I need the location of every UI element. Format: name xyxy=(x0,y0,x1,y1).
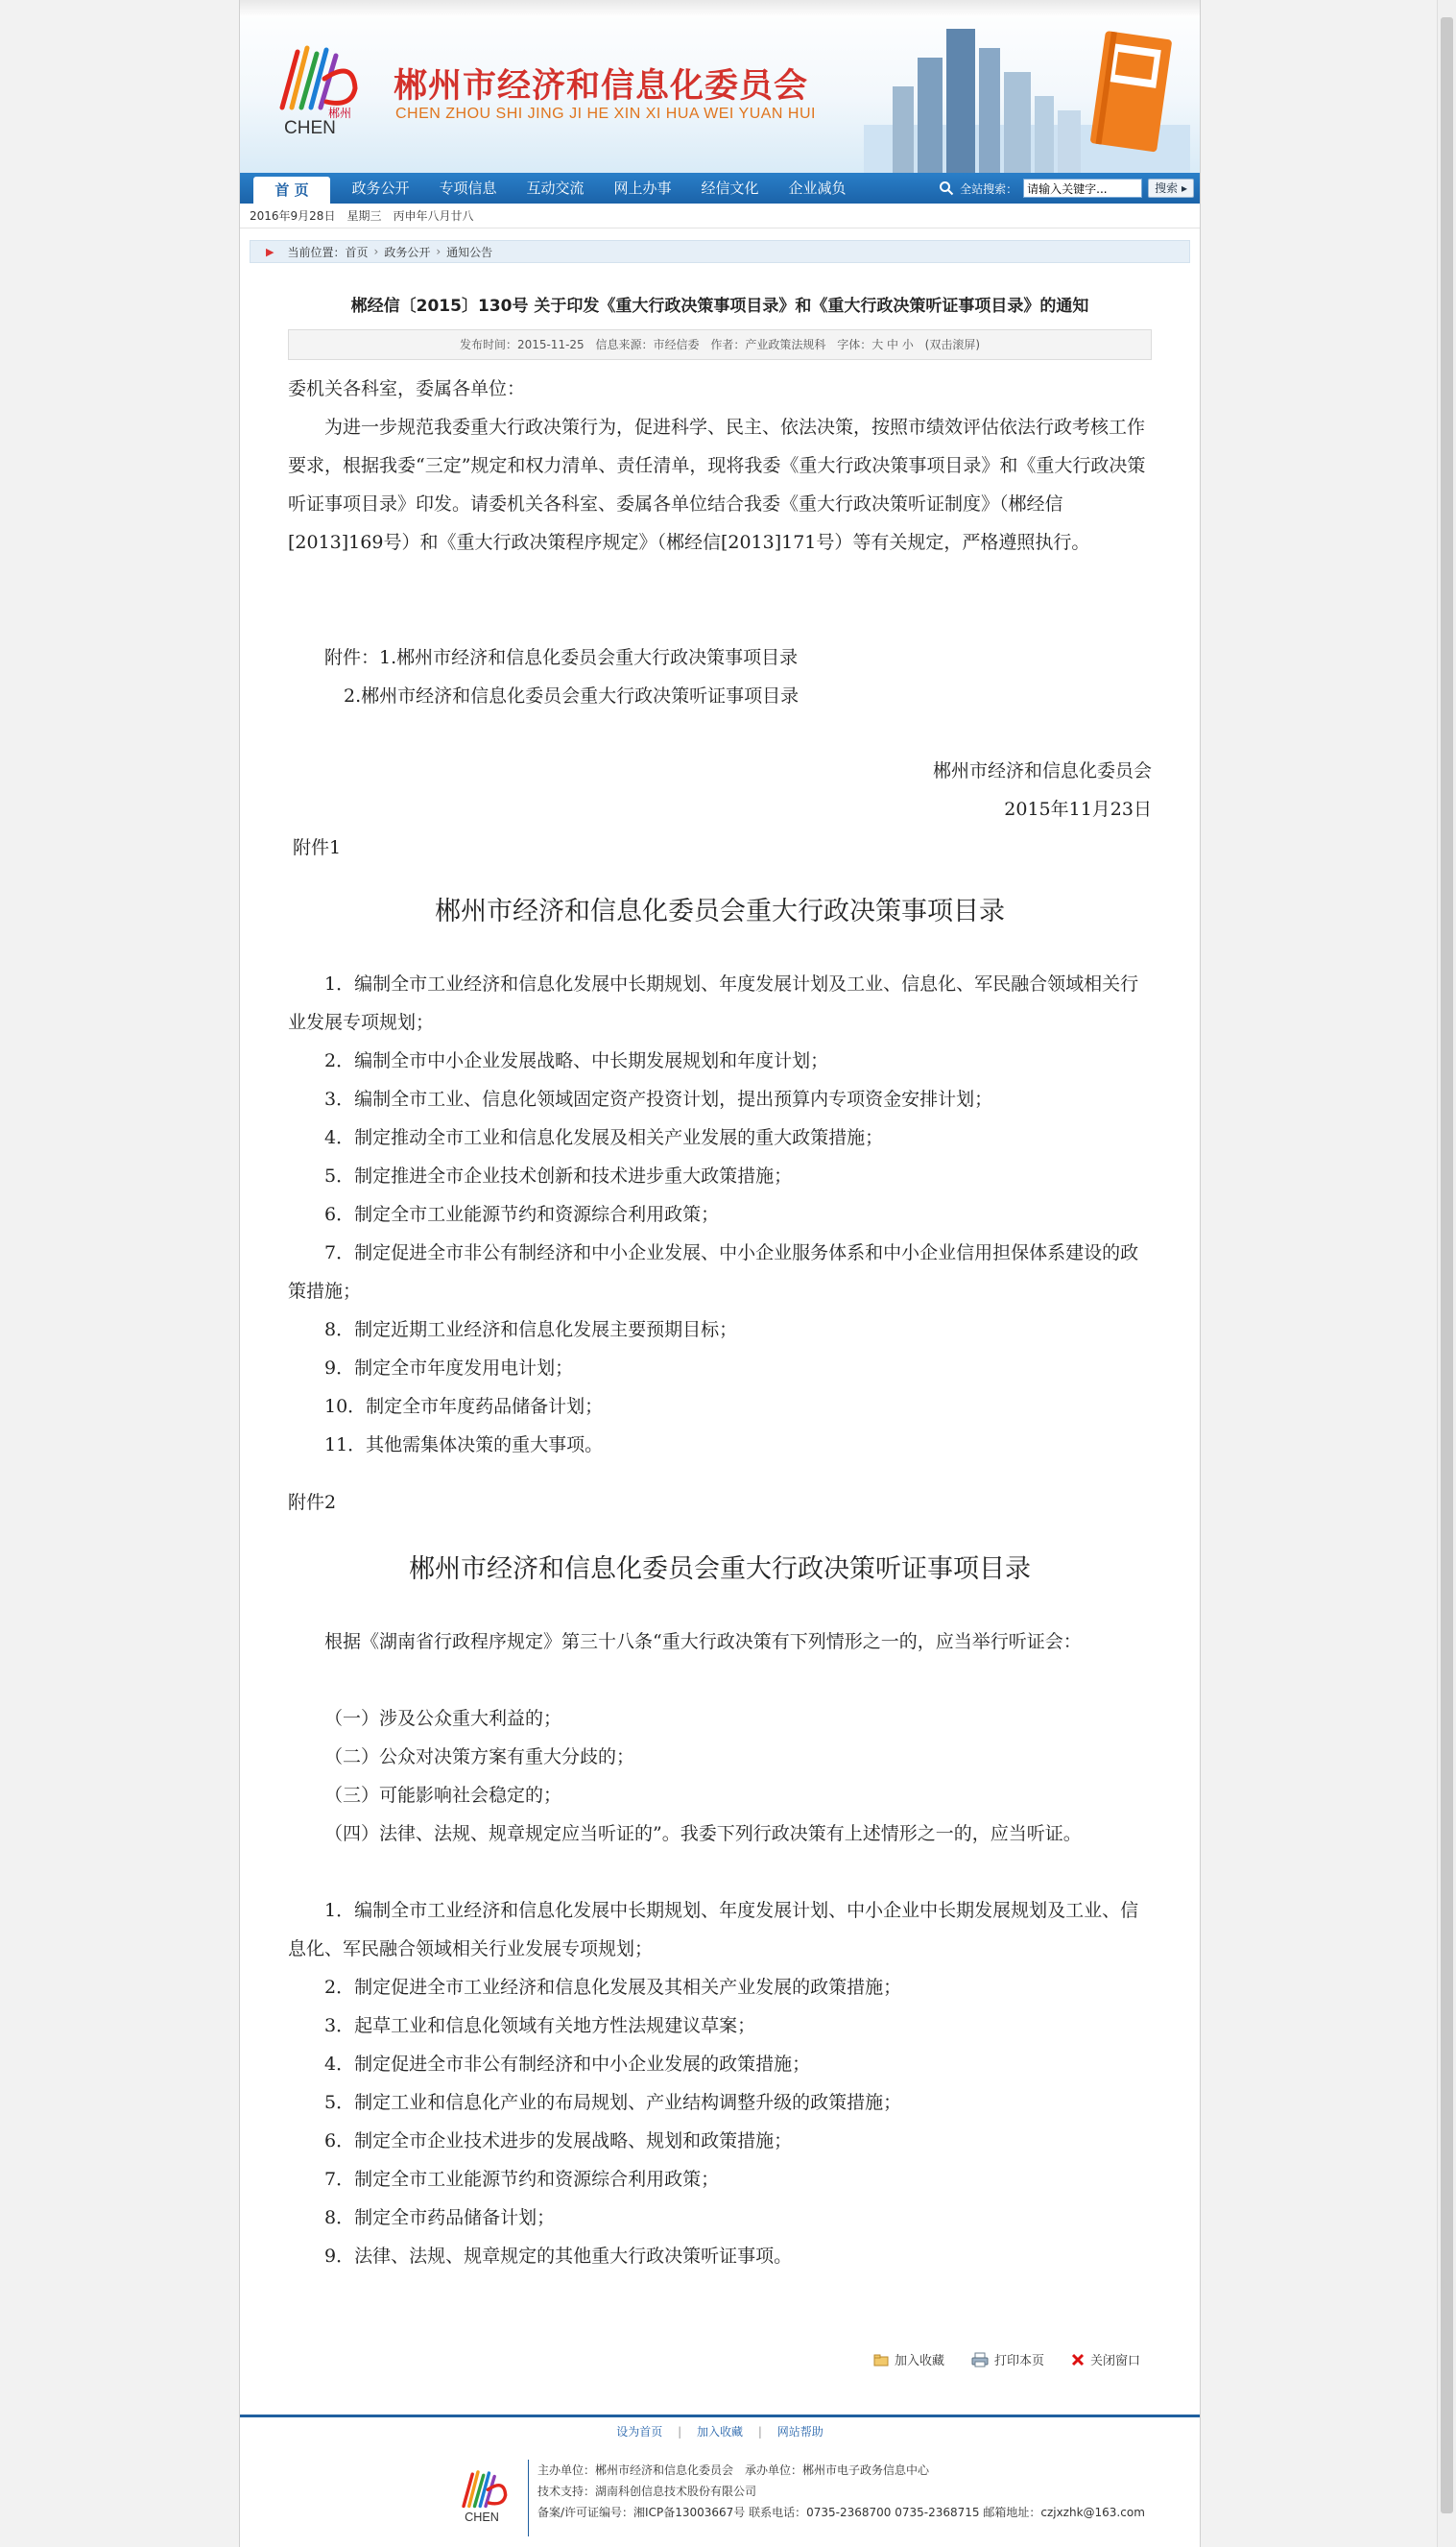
annex2-case: （一）涉及公众重大利益的； xyxy=(324,1708,562,1729)
search-icon xyxy=(939,180,954,196)
footer-logo-word: CHEN xyxy=(465,2510,499,2524)
nav-online-service[interactable]: 网上办事 xyxy=(613,180,672,197)
annex2-case: （三）可能影响社会稳定的； xyxy=(324,1785,562,1806)
annex2-item: 5．制定工业和信息化产业的布局规划、产业结构调整升级的政策措施； xyxy=(324,2092,902,2113)
annex2-item: 6．制定全市企业技术进步的发展战略、规划和政策措施； xyxy=(324,2130,793,2151)
breadcrumb-sep-icon: › xyxy=(373,245,379,258)
footer-vertical-divider xyxy=(528,2460,529,2536)
close-window-button[interactable] xyxy=(1071,2350,1140,2368)
annex1-item: 9．制定全市年度发用电计划； xyxy=(324,1358,574,1379)
print-page-button[interactable] xyxy=(971,2350,1044,2368)
breadcrumb-arrow-icon: ▶ xyxy=(266,245,274,258)
footer-links xyxy=(240,2421,1200,2442)
attachment-line-1: 附件：1.郴州市经济和信息化委员会重大行政决策事项目录 xyxy=(324,647,799,668)
folder-star-icon xyxy=(873,2352,889,2367)
intro-paragraph: 为进一步规范我委重大行政决策行为，促进科学、民主、依法决策，按照市绩效评估依法行政考核工作要求，根据我委“三定”规定和权力清单、责任清单，现将我委《重大行政决策事项目录》和《重大行政决策听证事项目录》印发。请委机关各科室、委属各单位结合我委《重大行政决策听证制度》（郴经信[2013]169号）和《重大行政决策程序规定》（郴经信[2013]171号）等有关规定，严格遵照执行。 xyxy=(288,417,1146,553)
breadcrumb-label: 当前位置： xyxy=(287,245,346,259)
current-date: 2016年9月28日 星期三 丙申年八月廿八 xyxy=(250,209,474,223)
meta-publish-time: 发布时间：2015-11-25 xyxy=(459,338,585,351)
search-label: 全站搜索： xyxy=(960,181,1018,196)
logo-chinese: 郴州 xyxy=(328,107,352,120)
logo-word: CHEN xyxy=(284,118,336,136)
site-subtitle: CHEN ZHOU SHI JING JI HE XIN XI HUA WEI YUAN HUI xyxy=(395,106,816,122)
close-window-label: 关闭窗口 xyxy=(1090,2354,1141,2368)
annex2-case: （四）法律、法规、规章规定应当听证的”。我委下列行政决策有上述情形之一的，应当听证。 xyxy=(324,1823,1082,1844)
site-footer xyxy=(240,2415,1200,2547)
footer-host: 主办单位：郴州市经济和信息化委员会 承办单位：郴州市电子政务信息中心 xyxy=(537,2463,930,2477)
main-nav xyxy=(240,173,1200,204)
nav-burden-reduction[interactable]: 企业减负 xyxy=(788,180,847,197)
search-button-label: 搜索 xyxy=(1155,181,1179,195)
document-date: 2015年11月23日 xyxy=(1004,799,1152,820)
add-favorite-label: 加入收藏 xyxy=(895,2354,945,2368)
annex2-case: （二）公众对决策方案有重大分歧的； xyxy=(324,1746,635,1767)
annex1-label: 附件1 xyxy=(293,837,342,858)
annex2-label: 附件2 xyxy=(288,1492,337,1513)
annex1-item: 4．制定推动全市工业和信息化发展及相关产业发展的重大政策措施； xyxy=(324,1127,884,1148)
annex1-item: 3．编制全市工业、信息化领域固定资产投资计划，提出预算内专项资金安排计划； xyxy=(324,1089,993,1110)
annex1-item: 10．制定全市年度药品储备计划； xyxy=(324,1396,604,1417)
signature: 郴州市经济和信息化委员会 xyxy=(932,760,1152,781)
breadcrumb xyxy=(250,240,1190,263)
annex2-item: 3．起草工业和信息化领域有关地方性法规建议草案； xyxy=(324,2015,756,2036)
meta-dblclick-scroll: (双击滚屏) xyxy=(924,338,981,351)
nav-gov-affairs[interactable]: 政务公开 xyxy=(351,180,410,197)
annex2-item: 8．制定全市药品储备计划； xyxy=(324,2207,556,2228)
close-icon xyxy=(1071,2353,1085,2367)
annex1-item: 5．制定推进全市企业技术创新和技术进步重大政策措施； xyxy=(324,1165,793,1187)
article-body xyxy=(288,360,1152,2376)
footer-divider: | xyxy=(757,2425,762,2439)
header-banner xyxy=(240,0,1200,173)
printer-icon xyxy=(971,2352,989,2367)
footer-icp: 备案/许可证编号：湘ICP备13003667号 联系电话：0735-2368700 0735-2368715 邮箱地址：czjxzhk@163.com xyxy=(537,2506,1145,2519)
site-search xyxy=(939,173,1200,204)
add-favorite-button[interactable] xyxy=(873,2350,944,2368)
breadcrumb-notice[interactable]: 通知公告 xyxy=(446,245,493,259)
meta-source: 信息来源：市经信委 xyxy=(595,338,700,351)
nav-home[interactable]: 首 页 xyxy=(253,177,330,204)
article-title: 郴经信〔2015〕130号 关于印发《重大行政决策事项目录》和《重大行政决策听证事项目录》的通知 xyxy=(350,297,1089,316)
site-logo[interactable] xyxy=(269,40,379,136)
search-input[interactable] xyxy=(1023,179,1142,198)
date-bar xyxy=(240,204,1200,228)
annex2-item: 7．制定全市工业能源节约和资源综合利用政策； xyxy=(324,2169,720,2190)
footer-logo xyxy=(456,2463,519,2527)
page-container xyxy=(239,0,1201,2547)
vertical-scrollbar[interactable] xyxy=(1437,0,1456,2547)
footer-link-set-home[interactable]: 设为首页 xyxy=(616,2425,663,2439)
footer-divider: | xyxy=(678,2425,682,2439)
breadcrumb-sep-icon: › xyxy=(436,245,442,258)
footer-tech: 技术支持：湖南科创信息技术股份有限公司 xyxy=(537,2485,757,2498)
annex1-item: 7．制定促进全市非公有制经济和中小企业发展、中小企业服务体系和中小企业信用担保体系建设的政策措施； xyxy=(288,1242,1139,1302)
annex2-item: 9．法律、法规、规章规定的其他重大行政决策听证事项。 xyxy=(324,2246,793,2267)
attachment-line-2: 2.郴州市经济和信息化委员会重大行政决策听证事项目录 xyxy=(344,685,800,707)
top-strip xyxy=(240,0,1200,17)
meta-author: 作者：产业政策法规科 xyxy=(710,338,826,351)
footer-link-help[interactable]: 网站帮助 xyxy=(776,2425,823,2439)
annex2-item: 4．制定促进全市非公有制经济和中小企业发展的政策措施； xyxy=(324,2054,811,2075)
annex1-item: 1．编制全市工业经济和信息化发展中长期规划、年度发展计划及工业、信息化、军民融合领域相关行业发展专项规划； xyxy=(288,973,1139,1033)
scrollbar-thumb[interactable] xyxy=(1441,17,1453,2513)
breadcrumb-gov-affairs[interactable]: 政务公开 xyxy=(384,245,431,259)
skyline-graphic xyxy=(854,19,1200,173)
annex1-item: 6．制定全市工业能源节约和资源综合利用政策； xyxy=(324,1204,720,1225)
annex2-item: 1．编制全市工业经济和信息化发展中长期规划、年度发展计划、中小企业中长期发展规划及工业、信息化、军民融合领域相关行业发展专项规划； xyxy=(288,1900,1139,1959)
annex2-title: 郴州市经济和信息化委员会重大行政决策听证事项目录 xyxy=(409,1554,1031,1584)
annex2-item: 2．制定促进全市工业经济和信息化发展及其相关产业发展的政策措施； xyxy=(324,1977,902,1998)
footer-info xyxy=(537,2460,1209,2523)
article-tools xyxy=(873,2350,1140,2368)
salutation: 委机关各科室，委属各单位： xyxy=(288,378,526,399)
annex1-item: 8．制定近期工业经济和信息化发展主要预期目标； xyxy=(324,1319,738,1340)
print-page-label: 打印本页 xyxy=(994,2354,1045,2368)
nav-interaction[interactable]: 互动交流 xyxy=(526,180,585,197)
nav-special-info[interactable]: 专项信息 xyxy=(439,180,497,197)
meta-font-size[interactable]: 字体：大 中 小 xyxy=(837,338,914,351)
annex2-intro: 根据《湖南省行政程序规定》第三十八条“重大行政决策有下列情形之一的，应当举行听证会： xyxy=(324,1631,1082,1652)
annex1-item: 2．编制全市中小企业发展战略、中长期发展规划和年度计划； xyxy=(324,1050,829,1071)
nav-culture[interactable]: 经信文化 xyxy=(701,180,759,197)
breadcrumb-home[interactable]: 首页 xyxy=(345,245,369,259)
annex1-item: 11．其他需集体决策的重大事项。 xyxy=(324,1434,604,1455)
article-meta xyxy=(288,329,1152,360)
footer-link-add-favorite[interactable]: 加入收藏 xyxy=(696,2425,743,2439)
site-title: 郴州市经济和信息化委员会 xyxy=(394,67,809,106)
search-button[interactable]: 搜索 ▸ xyxy=(1148,179,1194,198)
annex1-title: 郴州市经济和信息化委员会重大行政决策事项目录 xyxy=(435,897,1005,926)
